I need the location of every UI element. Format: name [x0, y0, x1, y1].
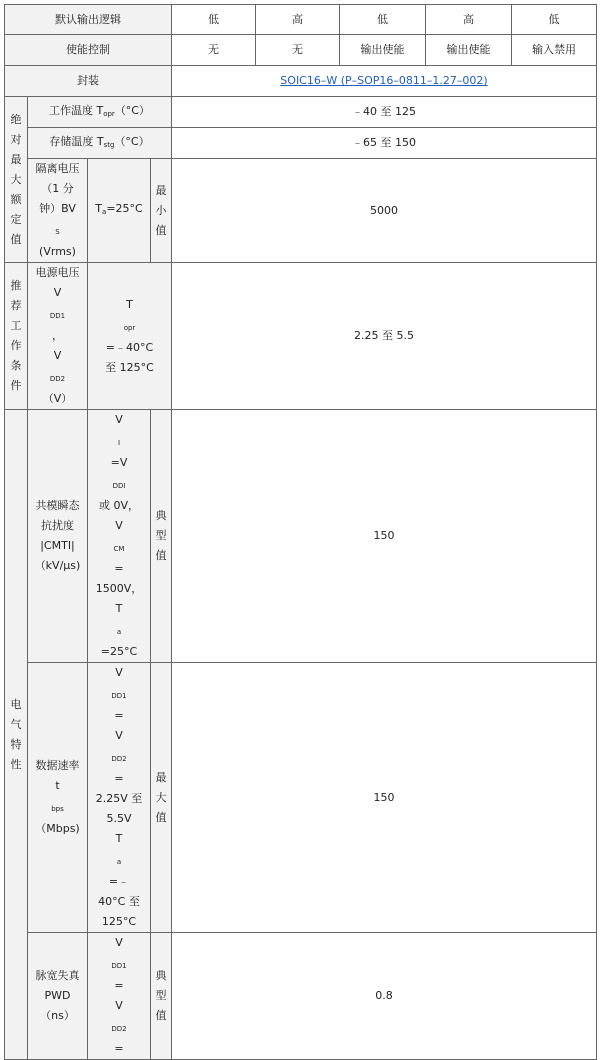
group-char: 值 — [10, 232, 22, 246]
text: 抗扰度 — [41, 519, 74, 532]
text: =﹣40°C — [105, 340, 154, 354]
label-isolation-voltage — [28, 159, 88, 263]
label-storage-temperature — [28, 128, 172, 159]
text — [88, 933, 150, 996]
text: 电源电压 — [35, 266, 80, 279]
subscript: a — [116, 628, 122, 636]
text: 共模瞬态 — [35, 499, 80, 512]
text: 典 — [155, 509, 167, 522]
group-char: 气 — [10, 717, 22, 731]
text — [88, 599, 150, 662]
pwd-value: 0.8 — [172, 933, 597, 1060]
row-isolation-voltage — [5, 159, 597, 263]
text: V — [53, 349, 62, 362]
text: （°C） — [114, 134, 150, 148]
text: = — [114, 772, 124, 785]
cmti-value-type — [151, 410, 172, 663]
text — [88, 410, 150, 496]
group-char: 大 — [10, 172, 22, 186]
subscript: S — [55, 228, 60, 236]
enable-value-4: 输出使能 — [426, 35, 512, 66]
row-storage-temperature — [5, 128, 597, 159]
text: V — [115, 729, 123, 742]
text — [88, 829, 150, 892]
text: 隔离电压 — [35, 162, 80, 175]
text: 125°C — [101, 915, 137, 928]
text: V — [53, 286, 62, 299]
row-data-rate — [5, 663, 597, 933]
logic-value-1: 低 — [172, 5, 256, 35]
text: （1 分 — [41, 182, 74, 195]
text: V — [115, 666, 123, 679]
text — [28, 283, 87, 346]
storage-temperature-value: ﹣65 至 150 — [172, 128, 597, 159]
subscript: DD1 — [111, 692, 127, 700]
text: 或 0V， — [98, 499, 140, 512]
text: T — [115, 832, 123, 845]
text: =25°C — [106, 202, 143, 215]
text: |CMTI| — [40, 539, 75, 552]
label-enable-control: 使能控制 — [5, 35, 172, 66]
group-char: 条 — [10, 359, 22, 372]
group-char: 作 — [10, 339, 22, 352]
label-package: 封装 — [5, 66, 172, 97]
text: =﹣ — [108, 875, 130, 888]
package-link[interactable]: SOIC16–W (P–SOP16–0811–1.27–002) — [280, 74, 488, 87]
group-char: 绝 — [10, 112, 22, 126]
text: T — [115, 602, 123, 615]
text: 最 — [155, 770, 167, 784]
text: =25°C — [100, 645, 138, 658]
group-char: 电 — [10, 697, 22, 711]
group-char: 特 — [10, 737, 22, 751]
subscript: bps — [51, 805, 64, 813]
group-absolute-max — [5, 97, 28, 263]
row-operating-temperature — [5, 97, 597, 128]
text: 钟）BV — [39, 202, 76, 215]
text: t — [55, 779, 60, 792]
text: 至 125°C — [105, 360, 154, 374]
subscript: DD1 — [49, 312, 66, 320]
group-char: 性 — [10, 757, 22, 771]
group-recommended-conditions — [5, 263, 28, 410]
text: T — [95, 202, 103, 215]
text: 值 — [155, 223, 167, 237]
row-pulse-width-distortion — [5, 933, 597, 1060]
enable-value-2: 无 — [256, 35, 340, 66]
text: ， — [52, 329, 63, 342]
text: T — [126, 297, 133, 311]
logic-value-5: 低 — [512, 5, 597, 35]
enable-value-3: 输出使能 — [340, 35, 426, 66]
text: 小 — [155, 203, 167, 217]
logic-value-4: 高 — [426, 5, 512, 35]
text — [88, 996, 150, 1059]
cmti-value: 150 — [172, 410, 597, 663]
label-pwd — [28, 933, 88, 1060]
isolation-value-type — [151, 159, 172, 263]
operating-temperature-value: ﹣40 至 125 — [172, 97, 597, 128]
text: 值 — [155, 549, 167, 562]
subscript: stg — [103, 140, 115, 149]
text: 大 — [155, 790, 167, 804]
text: 型 — [155, 529, 167, 542]
text: （Mbps) — [35, 822, 80, 835]
text: 脉宽失真 — [35, 969, 80, 982]
text: （kV/μs) — [34, 559, 81, 572]
text — [28, 199, 87, 242]
text: V — [115, 936, 123, 949]
group-char: 最 — [10, 152, 22, 166]
subscript: opr — [103, 109, 115, 118]
row-cmti — [5, 410, 597, 663]
row-enable-control — [5, 35, 597, 66]
spec-table — [4, 4, 597, 1060]
text — [28, 776, 87, 819]
label-cmti — [28, 410, 88, 663]
text: PWD — [44, 989, 71, 1002]
text: = — [114, 709, 124, 722]
text: （°C） — [114, 103, 150, 117]
text: 典 — [155, 969, 167, 982]
text: （ns） — [40, 1009, 75, 1022]
text: V — [115, 519, 123, 532]
text: =V — [110, 456, 128, 469]
group-char: 推 — [10, 279, 22, 292]
label-operating-temperature — [28, 97, 172, 128]
subscript: DD2 — [111, 755, 127, 763]
logic-value-3: 低 — [340, 5, 426, 35]
enable-value-1: 无 — [172, 35, 256, 66]
supply-voltage-value: 2.25 至 5.5 — [172, 263, 597, 410]
supply-condition — [88, 263, 172, 410]
text: 工作温度 T — [48, 103, 104, 117]
logic-value-2: 高 — [256, 5, 340, 35]
text — [88, 295, 171, 358]
isolation-voltage-value: 5000 — [172, 159, 597, 263]
row-supply-voltage — [5, 263, 597, 410]
text: （V） — [42, 392, 73, 405]
subscript: I — [117, 439, 121, 447]
group-electrical-characteristics — [5, 410, 28, 1060]
text — [88, 663, 150, 726]
text: 5.5V — [106, 812, 132, 825]
subscript: DD2 — [49, 375, 66, 383]
text: = — [114, 1042, 124, 1055]
text: V — [115, 999, 123, 1012]
text: V — [115, 413, 123, 426]
group-char: 件 — [10, 379, 22, 392]
row-default-output-logic — [5, 5, 597, 35]
label-default-output-logic: 默认输出逻辑 — [5, 5, 172, 35]
text: 值 — [155, 810, 167, 824]
text — [88, 726, 150, 789]
text: = — [114, 979, 124, 992]
isolation-condition — [88, 159, 151, 263]
text: 数据速率 — [35, 759, 80, 772]
subscript: a — [102, 208, 107, 216]
text: 值 — [155, 1009, 167, 1022]
data-rate-value-type — [151, 663, 172, 933]
group-char: 荐 — [10, 299, 22, 312]
pwd-value-type — [151, 933, 172, 1060]
data-rate-value: 150 — [172, 663, 597, 933]
group-char: 定 — [10, 212, 22, 226]
text: 存储温度 T — [49, 134, 104, 148]
group-char: 额 — [10, 192, 22, 206]
text: 1500V， — [95, 582, 143, 595]
data-rate-condition — [88, 663, 151, 933]
text: 40°C 至 — [98, 895, 140, 908]
subscript: DD1 — [111, 962, 127, 970]
subscript: CM — [113, 545, 125, 553]
enable-value-5: 输入禁用 — [512, 35, 597, 66]
group-char: 工 — [10, 319, 22, 332]
label-data-rate — [28, 663, 88, 933]
subscript: opr — [123, 323, 136, 332]
text — [88, 516, 150, 579]
group-char: 对 — [10, 132, 22, 146]
subscript: a — [116, 858, 122, 866]
text: 2.25V 至 — [95, 792, 143, 805]
subscript: DDI — [112, 482, 126, 490]
text: (Vrms) — [39, 245, 76, 258]
text: = — [114, 562, 124, 575]
text — [28, 346, 87, 409]
cmti-condition — [88, 410, 151, 663]
pwd-condition — [88, 933, 151, 1060]
package-value — [172, 66, 597, 97]
label-supply-voltage — [28, 263, 88, 410]
row-package — [5, 66, 597, 97]
subscript: DD2 — [111, 1025, 127, 1033]
text: 型 — [155, 989, 167, 1002]
text: 最 — [155, 183, 167, 197]
